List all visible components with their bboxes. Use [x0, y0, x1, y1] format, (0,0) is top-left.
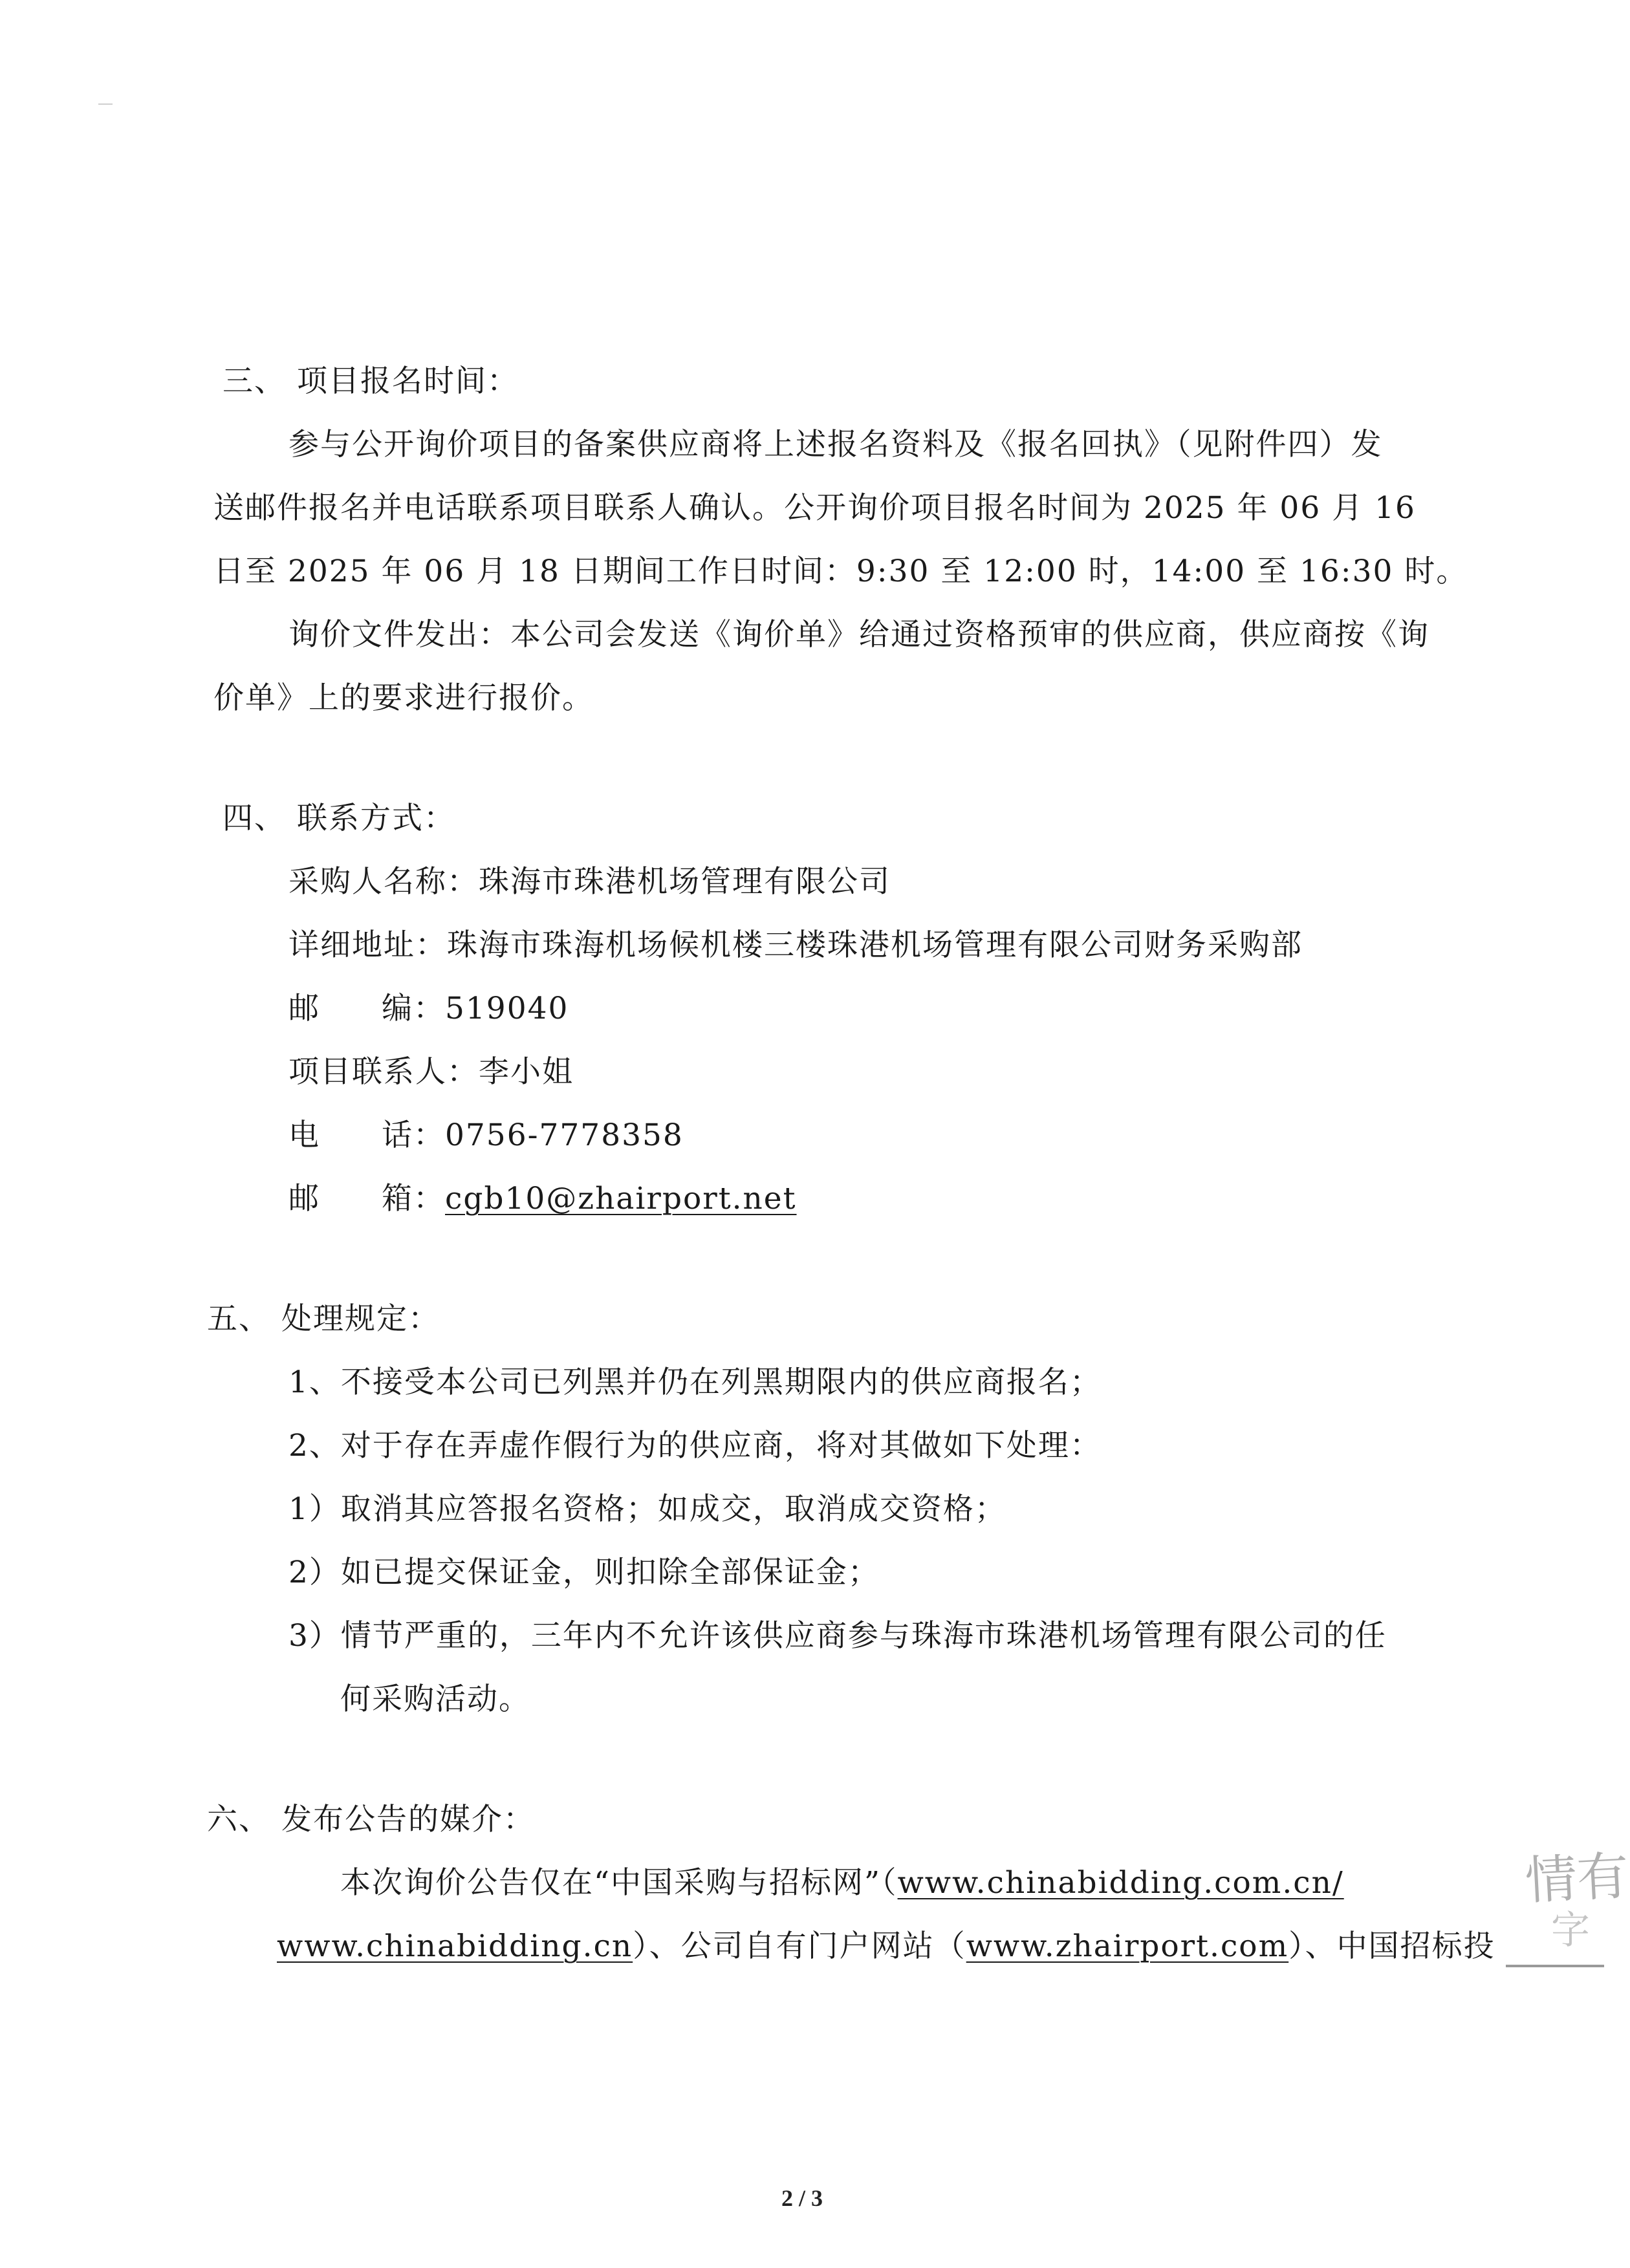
rule-sub-3-line2: 何采购活动。 [340, 1681, 530, 1717]
phone-label-b: 话： [382, 1118, 445, 1153]
section-4-heading: 四、 联系方式： [223, 801, 455, 836]
sec3-para1-line1: 参与公开询价项目的备案供应商将上述报名资料及《报名回执》（见附件四）发 [288, 427, 1383, 462]
detailed-address: 详细地址：珠海市珠海机场候机楼三楼珠港机场管理有限公司财务采购部 [288, 927, 1303, 963]
email-label-a: 邮 [288, 1181, 320, 1216]
rule-sub-1: 1）取消其应答报名资格；如成交，取消成交资格； [288, 1491, 1006, 1527]
page-number: 2 / 3 [781, 2185, 823, 2211]
postcode-label-a: 邮 [288, 991, 320, 1026]
chinabidding-com-cn-link[interactable]: www.chinabidding.com.cn/ [897, 1865, 1344, 1901]
zhairport-link[interactable]: www.zhairport.com [966, 1928, 1289, 1964]
phone-label-a: 电 [288, 1118, 320, 1153]
media-line-2 [277, 1927, 1495, 1966]
seal-stamp [1506, 1835, 1630, 1970]
purchaser-name: 采购人名称：珠海市珠港机场管理有限公司 [288, 864, 891, 900]
section-5-heading: 五、 处理规定： [207, 1301, 440, 1337]
media-line-1 [340, 1864, 1344, 1903]
rule-item-1: 1、不接受本公司已列黑并仍在列黑期限内的供应商报名； [288, 1365, 1102, 1400]
sec3-para1-line3: 日至 2025 年 06 月 18 日期间工作日时间：9:30 至 12:00 时，14:00 至 16:30 时。 [213, 554, 1468, 589]
phone-value: 0756-7778358 [445, 1118, 684, 1153]
stamp-text-2: 字 [1551, 1908, 1590, 1953]
chinabidding-cn-link[interactable]: www.chinabidding.cn [277, 1928, 633, 1964]
stamp-text-1: 情有 [1523, 1845, 1630, 1912]
sec3-para1-line2: 送邮件报名并电话联系项目联系人确认。公开询价项目报名时间为 2025 年 06 月 16 [213, 490, 1416, 526]
sec3-para2-line2: 价单》上的要求进行报价。 [213, 680, 594, 716]
sec3-para2-line1: 询价文件发出：本公司会发送《询价单》给通过资格预审的供应商，供应商按《询 [288, 617, 1429, 653]
rule-item-2: 2、对于存在弄虚作假行为的供应商，将对其做如下处理： [288, 1428, 1102, 1463]
stamp-edge-line [1506, 1965, 1604, 1967]
project-contact: 项目联系人：李小姐 [288, 1054, 574, 1090]
email-link[interactable]: cgb10@zhairport.net [445, 1181, 797, 1216]
postcode-row [288, 989, 569, 1028]
phone-row [288, 1116, 684, 1155]
rule-sub-2: 2）如已提交保证金，则扣除全部保证金； [288, 1555, 880, 1590]
media-end: ）、中国招标投 [1288, 1928, 1495, 1964]
section-6-heading: 六、 发布公告的媒介： [207, 1802, 535, 1837]
email-row [288, 1180, 797, 1218]
media-intro: 本次询价公告仅在“中国采购与招标网”（ [340, 1865, 898, 1901]
email-label-b: 箱： [382, 1181, 445, 1216]
section-3-heading: 三、 项目报名时间： [223, 363, 519, 399]
media-mid: ）、公司自有门户网站（ [633, 1928, 966, 1964]
postcode-value: 519040 [445, 991, 569, 1026]
rule-sub-3-line1: 3）情节严重的，三年内不允许该供应商参与珠海市珠港机场管理有限公司的任 [288, 1618, 1387, 1654]
scan-speck [98, 103, 113, 105]
postcode-label-b: 编： [382, 991, 445, 1026]
